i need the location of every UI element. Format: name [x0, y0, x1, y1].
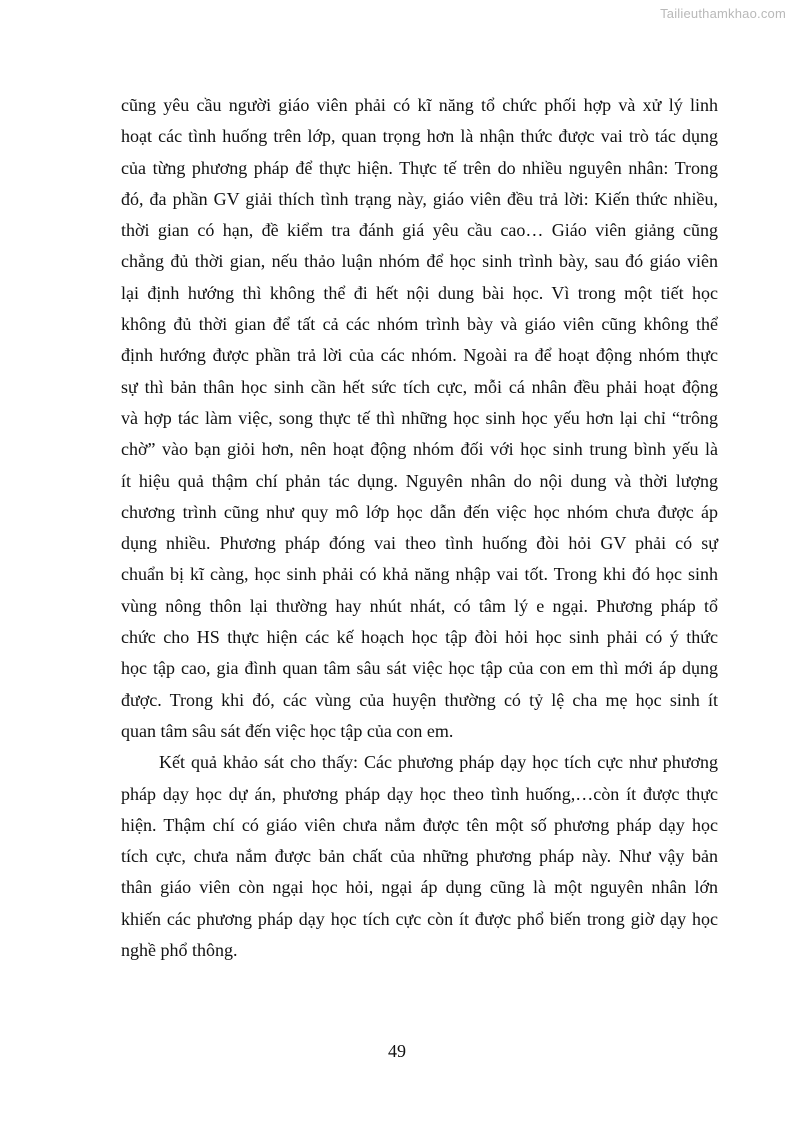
text-line: không đủ thời gian để tất cả các nhóm trình bày và giáo viên cũng không thể — [121, 314, 718, 335]
text-line: định hướng được phần trả lời của các nhóm. Ngoài ra để hoạt động nhóm thực — [121, 345, 718, 366]
text-line: khiến các phương pháp dạy học tích cực còn ít được phổ biến trong giờ dạy học — [121, 908, 718, 929]
text-line: và hợp tác làm việc, song thực tế thì những học sinh học yếu hơn lại chỉ “trông — [121, 407, 718, 428]
paragraph-1 — [121, 90, 718, 747]
page-number: 49 — [388, 1041, 406, 1061]
text-line: của từng phương pháp để thực hiện. Thực tế trên do nhiều nguyên nhân: Trong — [121, 157, 718, 178]
watermark-text: Tailieuthamkhao.com — [660, 6, 786, 21]
text-line: hiện. Thậm chí có giáo viên chưa nắm được tên một số phương pháp dạy học — [121, 814, 718, 835]
text-line: thời gian có hạn, đề kiểm tra đánh giá yêu cầu cao… Giáo viên giảng cũng — [121, 220, 718, 241]
text-line: chẳng đủ thời gian, nếu thảo luận nhóm để học sinh trình bày, sau đó giáo viên — [121, 251, 718, 272]
text-line: chương trình cũng như quy mô lớp học dẫn đến việc học nhóm chưa được áp — [121, 501, 718, 522]
text-line: sự thì bản thân học sinh cần hết sức tích cực, mỗi cá nhân đều phải hoạt động — [121, 376, 718, 397]
text-line: được. Trong khi đó, các vùng của huyện thường có tỷ lệ cha mẹ học sinh ít — [121, 689, 718, 710]
text-line: chức cho HS thực hiện các kế hoạch học tập đòi hỏi học sinh phải có ý thức — [121, 627, 718, 648]
text-line: quan tâm sâu sát đến việc học tập của con em. — [121, 720, 454, 741]
paragraph-2 — [121, 747, 718, 966]
text-line: học tập cao, gia đình quan tâm sâu sát việc học tập của con em thì mới áp dụng — [121, 658, 718, 679]
text-line: chờ” vào bạn giỏi hơn, nên hoạt động nhóm đối với học sinh trung bình yếu là — [121, 439, 718, 460]
text-line: đó, đa phần GV giải thích tình trạng này, giáo viên đều trả lời: Kiến thức nhiều, — [121, 188, 718, 209]
text-line: pháp dạy học dự án, phương pháp dạy học theo tình huống,…còn ít được thực — [121, 783, 718, 804]
text-line: nghề phổ thông. — [121, 940, 238, 961]
text-line: lại định hướng thì không thể đi hết nội dung bài học. Vì trong một tiết học — [121, 282, 718, 303]
text-line: tích cực, chưa nắm được bản chất của những phương pháp này. Như vậy bản — [121, 846, 718, 867]
text-line: chuẩn bị kĩ càng, học sinh phải có khả năng nhập vai tốt. Trong khi đó học sinh — [121, 564, 718, 585]
document-body — [121, 90, 718, 966]
text-line: ít hiệu quả thậm chí phản tác dụng. Nguyên nhân do nội dung và thời lượng — [121, 470, 718, 491]
text-line: dụng nhiều. Phương pháp đóng vai theo tình huống đòi hỏi GV phải có sự — [121, 533, 718, 554]
text-line: Kết quả khảo sát cho thấy: Các phương pháp dạy học tích cực như phương — [159, 752, 718, 773]
text-line: thân giáo viên còn ngại học hỏi, ngại áp dụng cũng là một nguyên nhân lớn — [121, 877, 718, 898]
text-line: cũng yêu cầu người giáo viên phải có kĩ năng tổ chức phối hợp và xử lý linh — [121, 95, 718, 115]
text-line: vùng nông thôn lại thường hay nhút nhát, có tâm lý e ngại. Phương pháp tổ — [121, 595, 718, 616]
text-line: hoạt các tình huống trên lớp, quan trọng hơn là nhận thức được vai trò tác dụng — [121, 126, 718, 147]
